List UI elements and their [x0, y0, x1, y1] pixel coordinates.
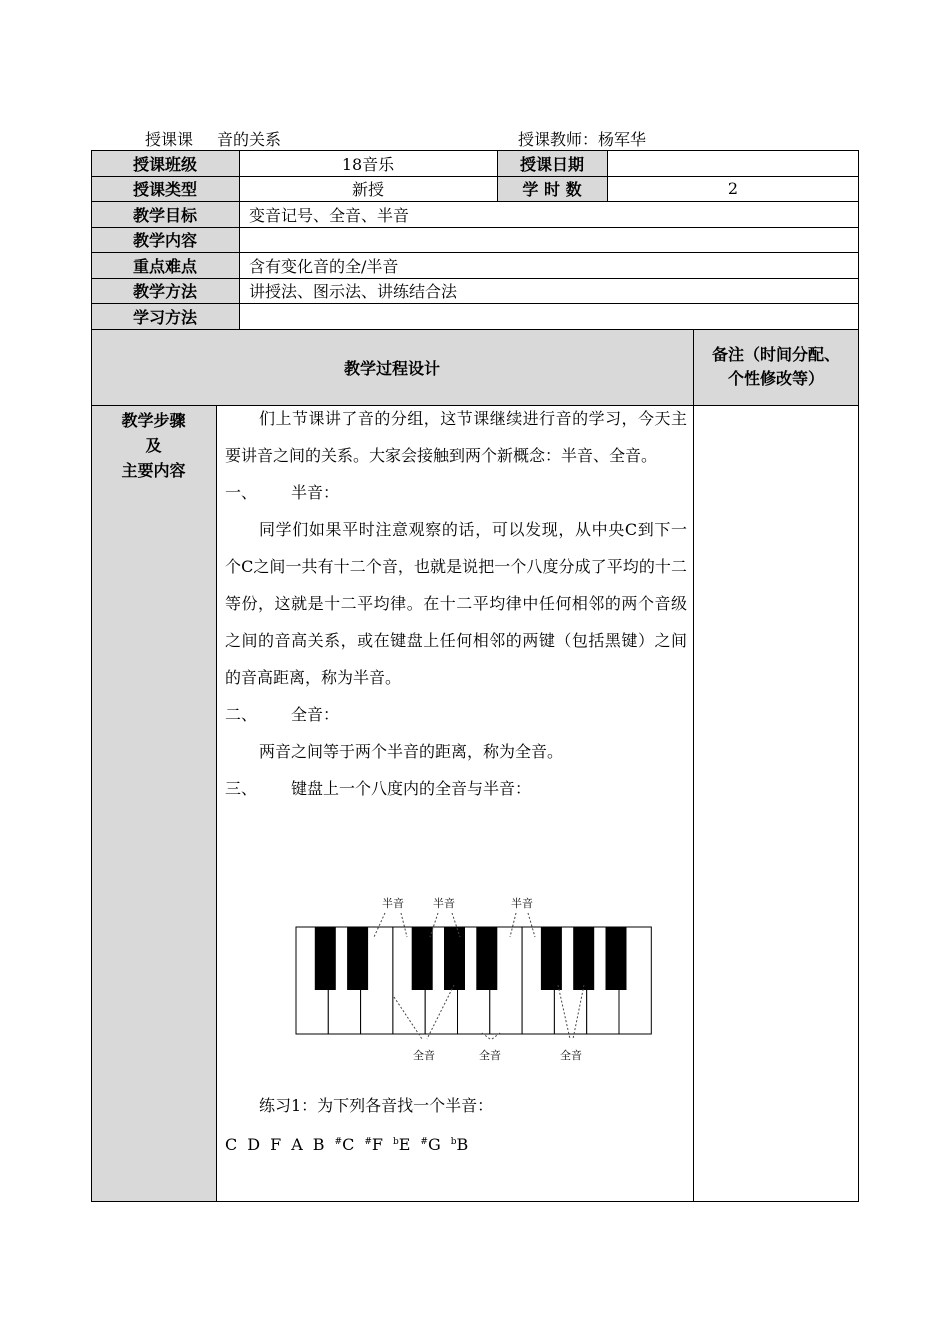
date-value [607, 150, 859, 176]
teacher-label: 授课教师： [518, 130, 599, 149]
black-key [606, 927, 627, 990]
key-label: 重点难点 [91, 252, 239, 278]
goal-value: 变音记号、全音、半音 [249, 205, 410, 225]
black-key [541, 927, 562, 990]
hours-label: 学 时 数 [497, 176, 607, 201]
black-key [573, 927, 594, 990]
steps-label-line1: 教学步骤 [121, 411, 186, 430]
keyboard-diagram [290, 893, 660, 1063]
steps-label [91, 408, 216, 483]
semitone-label-1: 半音 [382, 897, 404, 910]
type-label: 授课类型 [91, 176, 239, 201]
note-2: D [247, 1135, 261, 1154]
section-wholetone-heading [225, 696, 687, 733]
note-9: #G [420, 1135, 441, 1154]
practice-block [225, 1087, 687, 1163]
note-6: #C [334, 1135, 355, 1154]
black-key [412, 927, 433, 990]
wholetone-label-3: 全音 [560, 1049, 582, 1062]
semitone-label-2: 半音 [433, 897, 455, 910]
method-value: 讲授法、图示法、讲练结合法 [249, 282, 458, 301]
black-key [347, 927, 368, 990]
section-2-title: 全音： [291, 705, 340, 724]
note-5: B [312, 1135, 325, 1154]
note-10: $^b$B [450, 1135, 469, 1154]
section-3-number: 三、 [225, 779, 258, 798]
class-label: 授课班级 [91, 150, 239, 176]
section-1-title: 半音： [291, 483, 340, 502]
study-value [249, 303, 849, 329]
note-1: C [225, 1135, 238, 1154]
keyboard-keys [296, 927, 651, 1034]
wholetone-label-1: 全音 [413, 1049, 435, 1062]
steps-column [91, 405, 216, 1202]
goal-label: 教学目标 [91, 201, 239, 227]
intro-paragraph: 们上节课讲了音的分组，这节课继续进行音的学习，今天主要讲音之间的关系。大家会接触到两个新概念：半音、全音。 [225, 409, 687, 465]
note-3: F [270, 1135, 282, 1154]
course-title [145, 127, 281, 150]
section-semitone-heading [225, 474, 687, 511]
black-key [444, 927, 465, 990]
practice-prompt: 练习1：为下列各音找一个半音： [259, 1096, 494, 1115]
practice-notes [225, 1124, 687, 1163]
section-2-number: 二、 [225, 705, 258, 724]
note-8: $^b$E [392, 1135, 411, 1154]
hours-value: 2 [727, 179, 739, 198]
content-label: 教学内容 [91, 227, 239, 252]
black-key [315, 927, 336, 990]
course-value: 音的关系 [217, 130, 282, 149]
note-7: #F [364, 1135, 383, 1154]
type-value: 新授 [351, 180, 384, 199]
date-label: 授课日期 [497, 150, 607, 176]
study-label: 学习方法 [91, 303, 239, 329]
method-label: 教学方法 [91, 278, 239, 303]
semitone-paragraph: 同学们如果平时注意观察的话，可以发现，从中央C到下一个C之间一共有十二个音，也就是说把一个八度分成了平均的十二等份，这就是十二平均律。在十二平均律中任何相邻的两个音级之间的音高关系，或在键盘上任何相邻的两键（包括黑键）之间的音高距离，称为半音。 [225, 520, 687, 687]
wholetone-label-2: 全音 [479, 1049, 501, 1062]
class-value: 18音乐 [341, 154, 395, 174]
content-value [249, 227, 849, 252]
steps-label-line2: 及 [145, 436, 162, 455]
semitone-label-3: 半音 [511, 897, 533, 910]
steps-label-line3: 主要内容 [121, 461, 186, 480]
course-label: 授课课 [145, 130, 194, 149]
teacher-value: 杨军华 [598, 130, 647, 149]
section-keyboard-heading [225, 770, 687, 807]
wholetone-paragraph: 两音之间等于两个半音的距离，称为全音。 [259, 742, 564, 761]
teacher-info [518, 127, 646, 150]
lesson-body [225, 400, 687, 807]
black-key [476, 927, 497, 990]
key-value: 含有变化音的全/半音 [249, 256, 399, 276]
section-1-number: 一、 [225, 483, 258, 502]
remark-header: 备注（时间分配、个性修改等） [693, 329, 859, 405]
section-3-title: 键盘上一个八度内的全音与半音： [291, 779, 532, 798]
note-4: A [291, 1135, 303, 1154]
process-title: 教学过程设计 [91, 329, 693, 405]
